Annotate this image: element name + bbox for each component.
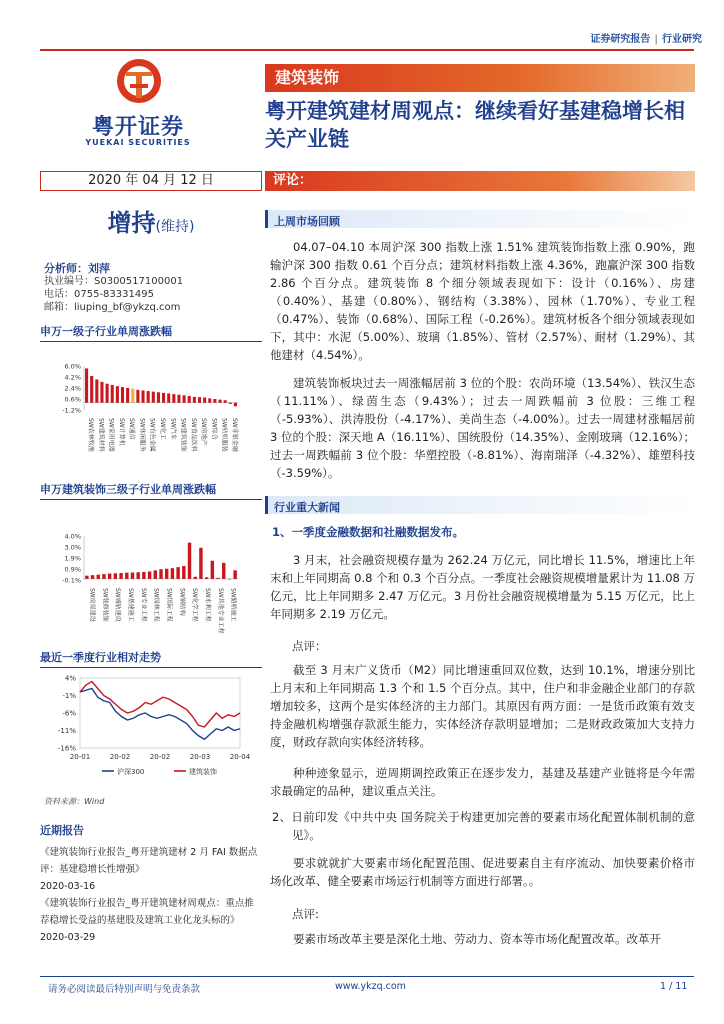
paragraph-market-2: 建筑装饰板块过去一周涨幅居前 3 位的个股：农尚环境（13.54%）、铁汉生态（11.11%）、绿茵生态（9.43%）；过去一周跌幅前 3 位股：三维工程（-5.93%）、洪涛股份（-4.17%）、美尚生态（-4.00%）。过去一周建材涨幅居前 3 位的个股：深天地 A（16.11%）、国统股份（14.35%）、金刚玻璃（12.16%）；过去一周跌幅前 3 位个股：华塑控股（-8.81%）、海南瑞泽（-4.32%）、雄塑科技（-3.59%）。 xyxy=(270,376,695,480)
category-label: SW非银金融 xyxy=(230,418,238,452)
footer-page-number: 1 / 11 xyxy=(660,981,688,992)
recent-report-1-date: 2020-03-16 xyxy=(40,881,96,892)
report-title: 粤开建筑建材周观点：继续看好基建稳增长相关产业链 xyxy=(265,99,685,151)
x-tick-label: 20-02 xyxy=(149,753,171,761)
category-label: SW房屋建设 xyxy=(88,588,96,622)
category-label: SW化学工程 xyxy=(191,588,199,622)
category-label: SW基建施工 xyxy=(126,588,134,622)
y-tick-label: -16% xyxy=(57,744,76,753)
section-market-review xyxy=(265,210,695,228)
company-logo xyxy=(78,58,198,168)
y-tick-label: 4.2% xyxy=(64,373,81,382)
legend-label: 建筑装饰 xyxy=(189,768,217,776)
logo-chinese-name: 粤开证券 xyxy=(91,115,184,140)
bar xyxy=(193,397,196,403)
bar xyxy=(126,388,129,403)
bar xyxy=(224,400,227,402)
category-label: SW计算机 xyxy=(117,418,125,446)
bar xyxy=(125,573,128,579)
report-date: 2020 年 04 月 12 日 xyxy=(40,171,262,191)
bar xyxy=(183,395,186,402)
comment-label-1: 点评： xyxy=(292,639,327,653)
x-tick-label: 20-04 xyxy=(229,753,251,761)
paragraph-news-1: 3 月末，社会融资规模存量为 262.24 万亿元，同比增长 11.5%，增速比上年末和上年同期高 0.8 个和 0.3 个百分点。一季度社会融资规模增量累计为 11.08 万亿元，比上年同期多 2.47 万亿元。3 月份社会融资规模增量为 5.15 万亿元，比上年同期多 2.19 万亿元。 xyxy=(270,553,695,621)
y-tick-label: -1% xyxy=(62,692,76,700)
chart2-container xyxy=(40,526,262,646)
bar xyxy=(131,572,134,578)
rating-main: 增持 xyxy=(107,209,156,237)
bar xyxy=(194,577,197,579)
section-news-title: 行业重大新闻 xyxy=(274,501,340,514)
bar xyxy=(90,376,93,403)
footer-website[interactable]: www.ykzq.com xyxy=(335,981,406,992)
y-tick-label: 6.0% xyxy=(64,362,81,371)
paragraph-news-2: 截至 3 月末广义货币（M2）同比增速重回双位数，达到 10.1%，增速分别比上月末和上年同期高 1.3 个和 1.5 个百分点。其中，住户和非金融企业部门的存款增加较多，这两个是实体经济的主力部门。其原因有两方面：一是货币政策有效支持金融机构增强存款派生能力，实体经济存款明显增加；二是财政政策加大支持力度，财政存款向实体经济转移。 xyxy=(270,663,695,749)
bar xyxy=(188,543,191,579)
bar xyxy=(157,392,160,402)
bar xyxy=(141,390,144,402)
chart2-svg xyxy=(40,526,262,642)
recent-report-2[interactable]: 《建筑装饰行业报告_粤开建筑建材周观点：重点推荐稳增长受益的基建股及建筑工业化龙头标的》2020-03-29 xyxy=(40,898,254,943)
yuekai-logo-icon xyxy=(116,58,162,104)
bar xyxy=(172,394,175,403)
comment-banner: 评论： xyxy=(265,171,695,191)
analyst-name: 分析师：刘萍 xyxy=(44,262,110,275)
bar xyxy=(121,387,124,403)
y-tick-label: 4.0% xyxy=(64,532,81,541)
bar xyxy=(216,578,219,579)
bar xyxy=(198,397,201,403)
bar xyxy=(176,567,179,579)
bar xyxy=(177,395,180,403)
category-label: SW其他专业工程 xyxy=(216,588,224,634)
category-label: SW通信 xyxy=(128,418,136,440)
logo-english-name: YUEKAI SECURITIES xyxy=(85,138,191,147)
bar xyxy=(97,575,100,579)
bar xyxy=(211,561,214,579)
category-label: SW建筑材料 xyxy=(97,418,105,452)
section-news xyxy=(265,496,695,514)
bar xyxy=(205,577,208,579)
bar xyxy=(167,394,170,403)
x-tick-label: 20-02 xyxy=(109,753,131,761)
bar xyxy=(171,568,174,579)
category-label: SW国际工程 xyxy=(165,588,173,622)
rating-sub: (维持) xyxy=(155,219,195,235)
x-tick-label: 20-03 xyxy=(189,753,211,761)
category-label: SW房地产 xyxy=(200,418,208,446)
paragraph-news-5: 要素市场改革主要是深化土地、劳动力、资本等市场化配置改革。改革开 xyxy=(293,932,661,946)
y-tick-label: 2.4% xyxy=(64,384,81,393)
news-heading-2: 2、日前印发《中共中央 国务院关于构建更加完善的要素市场化配置体制机制的意见》。 xyxy=(272,810,695,842)
category-label: SW综合 xyxy=(210,418,218,440)
sector-label: 建筑装饰 xyxy=(275,68,340,87)
comment-label-2: 点评: xyxy=(292,907,319,921)
bar xyxy=(106,384,109,403)
chart2-heading: 申万建筑装饰三级子行业单周涨跌幅 xyxy=(40,482,262,500)
bar xyxy=(114,573,117,579)
recent-heading: 近期报告 xyxy=(40,824,84,837)
recent-reports xyxy=(40,822,262,946)
series-line xyxy=(80,682,240,728)
rating xyxy=(40,203,262,238)
bar xyxy=(233,570,236,579)
bar xyxy=(228,579,231,580)
category-label: SW休闲服务 xyxy=(138,418,146,452)
bar xyxy=(136,390,139,403)
category-label: SW食品饮料 xyxy=(189,418,197,452)
bar xyxy=(85,368,88,402)
bar xyxy=(102,574,105,579)
analyst-phone: 电话：0755-83331495 xyxy=(44,289,154,300)
header-divider xyxy=(40,49,694,51)
bar xyxy=(203,397,206,402)
bar xyxy=(131,389,134,403)
recent-report-1[interactable]: 《建筑装饰行业报告_粤开建筑建材 2 月 FAI 数据点评：基建稳增长性增强》 xyxy=(40,847,258,875)
legend-label: 沪深300 xyxy=(117,768,145,776)
footer-divider xyxy=(40,976,694,977)
paragraph-news-3: 种种迹象显示，逆周期调控政策正在逐步发力，基建及基建产业链将是今年需求最确定的品种，建议重点关注。 xyxy=(270,766,695,798)
analyst-info xyxy=(44,262,183,314)
y-tick-label: 4% xyxy=(64,674,76,683)
category-label: SW专业工程 xyxy=(139,588,147,622)
category-label: SW纺织服装 xyxy=(220,418,228,452)
bar xyxy=(147,391,150,403)
bar xyxy=(229,403,232,404)
bar xyxy=(154,570,157,579)
bar xyxy=(108,574,111,579)
category-label: SW水利工程 xyxy=(203,588,211,622)
y-tick-label: -0.1% xyxy=(62,576,81,585)
bar xyxy=(95,379,98,402)
y-tick-label: -6% xyxy=(62,709,76,718)
header-link-research[interactable]: 证券研究报告 xyxy=(590,34,651,45)
bar xyxy=(85,576,88,579)
bar xyxy=(162,393,165,403)
bar xyxy=(100,382,103,403)
y-tick-label: 3.0% xyxy=(64,543,81,552)
category-label: SW家用电器 xyxy=(107,418,115,452)
paragraph-market-1: 04.07–04.10 本周沪深 300 指数上涨 1.51% 建筑装饰指数上涨 0.90%，跑输沪深 300 指数 0.61 个百分点；建筑材料指数上涨 4.36%，跑赢沪深 300 指数 2.86 个百分点。建筑装饰 8 个细分领域表现如下：设计（0.16%）、房建（0.40%）、基建（0.80%）、钢结构（3.38%）、园林（1.70%）、专业工程（0.47%）、装饰（0.68%）、国际工程（-0.26%）。建筑材板各个细分领域表现如下，其中：水泥（5.00%）、玻璃（1.85%）、管材（2.57%）、耐材（1.29%）、其他建材（4.54%）。 xyxy=(270,240,695,362)
category-label: SW建筑装饰 xyxy=(179,418,187,452)
category-label: SW汽车 xyxy=(169,418,177,440)
x-tick-label: 20-01 xyxy=(69,753,91,761)
y-tick-label: 0.6% xyxy=(64,395,81,404)
bar xyxy=(111,385,114,403)
chart1-container xyxy=(40,352,262,468)
chart3-heading: 最近一季度行业相对走势 xyxy=(40,650,262,668)
category-label: SW园林工程 xyxy=(152,588,160,622)
bar xyxy=(208,398,211,402)
header-link-industry[interactable]: 行业研究 xyxy=(662,34,702,45)
category-label: SW有色金属 xyxy=(148,418,156,452)
bar xyxy=(148,571,151,579)
analyst-email[interactable]: 邮箱：liuping_bf@ykzq.com xyxy=(44,302,181,313)
bar xyxy=(188,396,191,403)
y-tick-label: -11% xyxy=(57,727,76,735)
analyst-license: 执业编号：S0300517100001 xyxy=(44,276,184,287)
category-label: SW路桥施工 xyxy=(229,588,237,622)
chart3-svg xyxy=(40,670,262,790)
header-links xyxy=(590,30,702,45)
bar xyxy=(182,566,185,579)
bar xyxy=(222,563,225,579)
y-tick-label: -1.2% xyxy=(62,406,81,415)
category-label: SW装修装饰 xyxy=(101,588,109,622)
bar xyxy=(213,399,216,403)
chart3-container xyxy=(40,670,262,794)
bar xyxy=(152,392,155,403)
bar xyxy=(218,400,221,403)
footer-disclaimer[interactable]: 请务必阅读最后特别声明与免责条款 xyxy=(48,984,201,995)
bar xyxy=(142,572,145,579)
sector-banner xyxy=(265,64,695,92)
paragraph-news-4: 要求就就扩大要素市场化配置范围、促进要素自主有序流动、加快要素价格市场化改革、健全要素市场运行机制等方面进行部署。。 xyxy=(270,856,695,888)
news-heading-1: 1、一季度金融数据和社融数据发布。 xyxy=(272,525,464,539)
bar xyxy=(119,573,122,579)
chart1-svg xyxy=(40,352,262,464)
bar xyxy=(165,569,168,579)
bar xyxy=(234,403,237,407)
category-label: SW农林牧渔 xyxy=(87,418,95,452)
category-label: SW化工 xyxy=(159,418,166,440)
y-tick-label: 0.9% xyxy=(64,565,81,574)
data-source: 资料来源：Wind xyxy=(44,797,105,806)
header-separator: | xyxy=(654,34,658,45)
y-tick-label: 1.9% xyxy=(64,554,81,563)
bar xyxy=(136,572,139,579)
category-label: SW城轨建设 xyxy=(114,588,122,622)
bar xyxy=(199,548,202,579)
category-label: SW钢结构 xyxy=(178,588,186,616)
bar xyxy=(116,386,119,403)
chart1-heading: 申万一级子行业单周涨跌幅 xyxy=(40,324,262,342)
bar xyxy=(91,575,94,579)
bar xyxy=(159,569,162,579)
section-market-title: 上周市场回顾 xyxy=(274,215,340,228)
